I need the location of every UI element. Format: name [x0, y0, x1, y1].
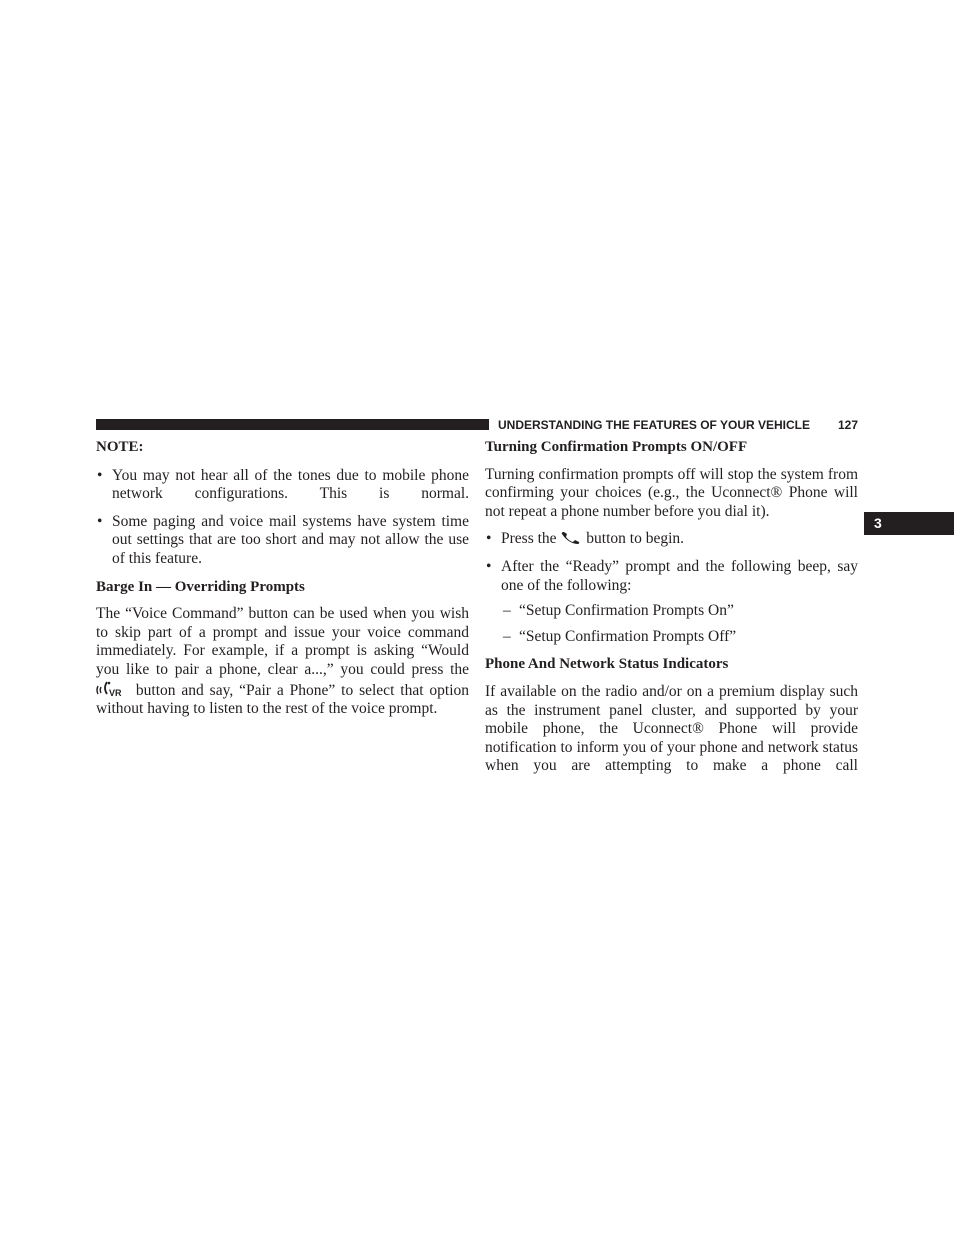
section-heading-barge-in: Barge In — Overriding Prompts	[96, 578, 305, 595]
note-bullet-text: You may not hear all of the tones due to mobile phone network configurations. This is normal.	[112, 466, 469, 503]
bullet-icon: •	[97, 512, 103, 530]
barge-in-paragraph	[96, 605, 469, 719]
dash-icon: –	[503, 627, 511, 645]
after-ready-text: After the “Ready” prompt and the following beep, say one of the following:	[501, 557, 858, 594]
option-text: “Setup Confirmation Prompts On”	[519, 602, 734, 620]
note-bullet-list	[96, 467, 469, 569]
list-item	[485, 602, 858, 621]
press-text-2: button to begin.	[586, 530, 685, 548]
press-text-1: Press the	[501, 530, 557, 548]
status-paragraph: If available on the radio and/or on a premium display such as the instrument panel cluster, and supported by your mobile phone, the Uconnect® Phone will provide notification to inform you of your phone and network status when you are attempting to make a phone call	[485, 682, 858, 775]
chapter-tab: 3	[864, 512, 954, 535]
list-item	[485, 530, 858, 549]
list-item	[96, 513, 469, 569]
barge-in-text-2: button and say, “Pair a Phone” to select that option without having to listen to the rest of the voice prompt.	[96, 681, 470, 718]
list-item	[485, 558, 858, 595]
bullet-icon: •	[486, 530, 492, 548]
section-heading-confirmation: Turning Confirmation Prompts ON/OFF	[485, 439, 748, 455]
options-list	[485, 602, 858, 646]
bullet-icon: •	[97, 466, 103, 484]
svg-text:VR: VR	[109, 687, 122, 698]
phone-icon	[560, 531, 582, 545]
running-title: UNDERSTANDING THE FEATURES OF YOUR VEHICLE	[498, 418, 811, 432]
page-number: 127	[837, 418, 858, 432]
list-item	[485, 628, 858, 647]
running-head	[498, 418, 858, 432]
right-column	[485, 438, 858, 776]
note-label: NOTE:	[96, 439, 144, 455]
dash-icon: –	[503, 602, 511, 620]
confirmation-bullet-list	[485, 530, 858, 595]
section-heading-status: Phone And Network Status Indicators	[485, 656, 729, 673]
bullet-icon: •	[486, 557, 492, 575]
note-bullet-text: Some paging and voice mail systems have system time out settings that are too short and may not allow the use of this feature.	[112, 512, 469, 567]
option-text: “Setup Confirmation Prompts Off”	[519, 627, 737, 645]
list-item	[96, 467, 469, 504]
confirmation-paragraph: Turning confirmation prompts off will stop the system from confirming your choices (e.g., the Uconnect® Phone will not repeat a phone number before you dial it).	[485, 465, 858, 520]
header-rule	[96, 419, 489, 430]
voice-command-icon	[96, 680, 130, 698]
left-column	[96, 438, 469, 719]
barge-in-text-1: The “Voice Command” button can be used when you wish to skip part of a prompt and issue your voice command immediately. For example, if a prompt is asking “Would you like to pair a phone, clear a...,” you could press the	[96, 605, 469, 678]
